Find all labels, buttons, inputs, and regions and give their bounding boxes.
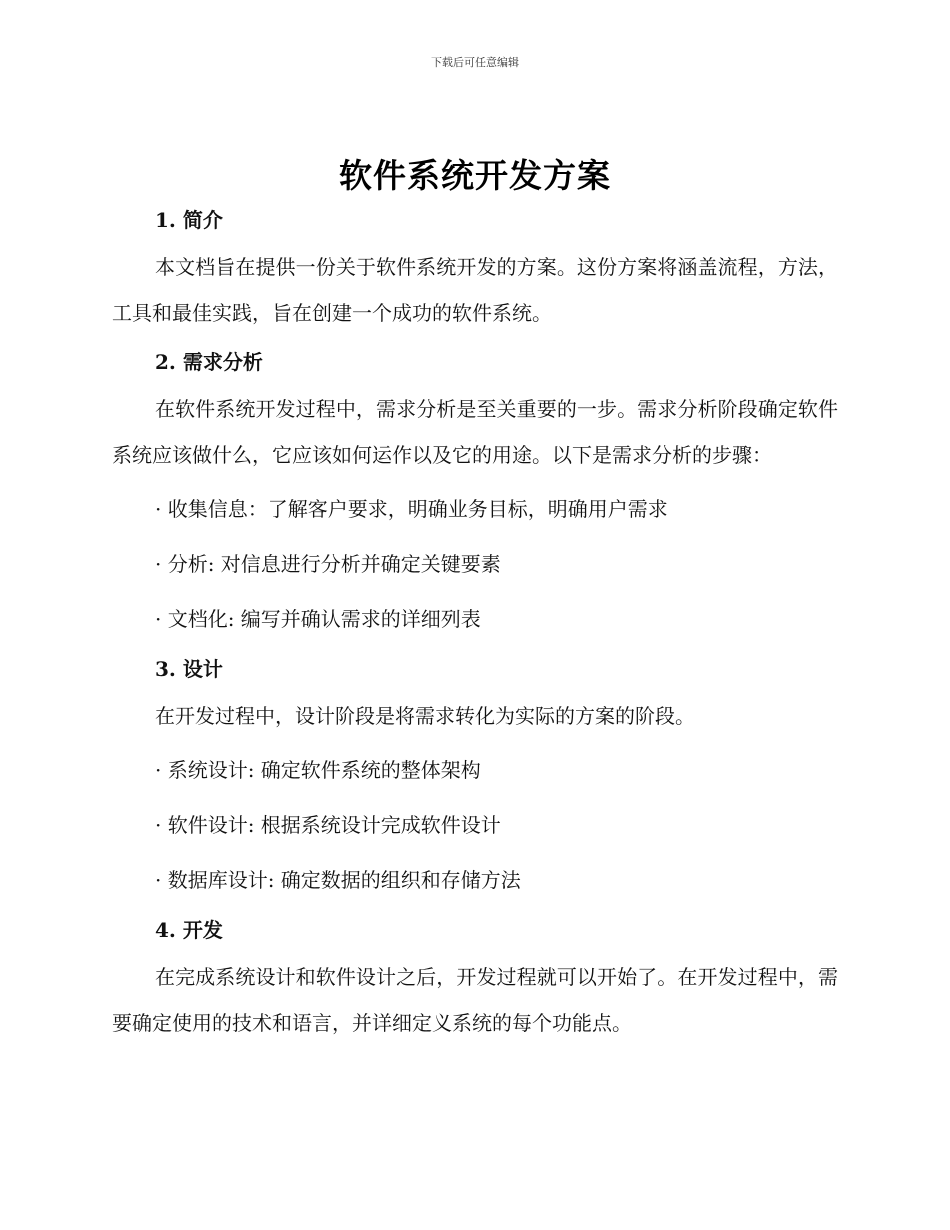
list-item: · 分析: 对信息进行分析并确定关键要素 bbox=[155, 552, 501, 576]
section-heading-requirements: 2. 需求分析 bbox=[155, 350, 263, 374]
list-item: · 系统设计: 确定软件系统的整体架构 bbox=[155, 758, 481, 782]
section-paragraph-intro: 本文档旨在提供一份关于软件系统开发的方案。这份方案将涵盖流程，方法，工具和最佳实践，旨在创建一个成功的软件系统。 bbox=[112, 255, 838, 325]
document-title: 软件系统开发方案 bbox=[339, 156, 611, 195]
section-heading-development: 4. 开发 bbox=[155, 918, 223, 942]
section-heading-intro: 1. 简介 bbox=[155, 208, 223, 232]
list-item: · 数据库设计: 确定数据的组织和存储方法 bbox=[155, 868, 521, 892]
document-body bbox=[112, 198, 838, 1050]
list-item: · 收集信息：了解客户要求，明确业务目标，明确用户需求 bbox=[155, 497, 668, 521]
section-paragraph-requirements: 在软件系统开发过程中，需求分析是至关重要的一步。需求分析阶段确定软件系统应该做什么，它应该如何运作以及它的用途。以下是需求分析的步骤： bbox=[112, 397, 838, 467]
page-header: 下载后可任意编辑 bbox=[431, 56, 519, 69]
section-paragraph-development: 在完成系统设计和软件设计之后，开发过程就可以开始了。在开发过程中，需要确定使用的技术和语言，并详细定义系统的每个功能点。 bbox=[112, 965, 838, 1035]
section-heading-design: 3. 设计 bbox=[155, 657, 223, 681]
list-item: · 软件设计: 根据系统设计完成软件设计 bbox=[155, 813, 501, 837]
list-item: · 文档化: 编写并确认需求的详细列表 bbox=[155, 607, 481, 631]
section-paragraph-design: 在开发过程中，设计阶段是将需求转化为实际的方案的阶段。 bbox=[155, 704, 695, 728]
